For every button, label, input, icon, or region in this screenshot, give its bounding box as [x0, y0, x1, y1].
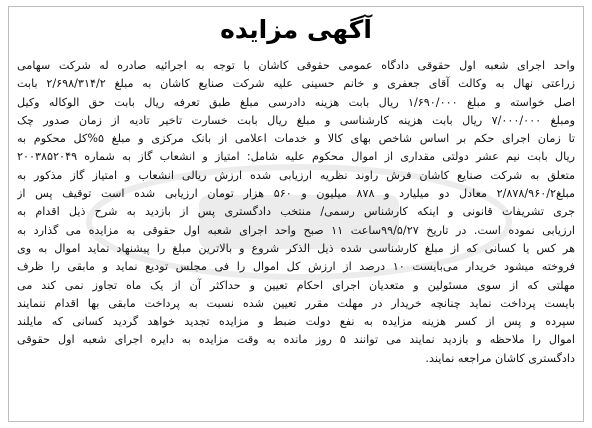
notice-line: سپرده و پس از کسر هزینه مزایده به نفع دولت ضبط و مزایده تجدید خواهد گردید کسانی که مایلند — [17, 315, 575, 329]
notice-line: زراعتی نهال به وکالت آقای جعفری و خانم حسینی علیه شرکت صنایع کاشان به مبلغ ۲/۶۹۸/۳۱۴/۲ بابت — [17, 77, 575, 91]
notice-body — [17, 57, 575, 368]
notice-line: ارزیابی نموده است. در تاریخ ۹۹/۵/۲۷ساعت ۱۱ صبح واحد اجرای شعبه اول حقوقی به مزایده می گذارد به — [17, 223, 575, 237]
notice-line: فروخته میشود خریدار می‌بایست ۱۰ درصد از ارزش کل اموال را فی مجلس تودیع نماید و مابقی را ظرف — [17, 260, 575, 274]
notice-line: واحد اجرای شعبه اول حقوقی دادگاه عمومی حقوقی کاشان با توجه به اجرائیه صادره له شرکت سهامی — [17, 59, 575, 72]
notice-line: هر کس یا کسانی که از مبلغ کارشناسی شده ذیل الذکر شروع و بالاترین مبلغ را پیشنهاد نماید اموال به وی — [17, 241, 575, 255]
notice-line: بایست پرداخت نماید چنانچه خریدار در مهلت مقرر تعیین شده نسبت به پرداخت مابقی بها اقدام ننمایند — [17, 296, 575, 310]
notice-title: آگهی مزایده — [220, 15, 372, 44]
notice-line: ومبلغ ۷/۰۰۰/۰۰۰ ریال بابت هزینه کارشناسی و مبلغ ریال بابت خسارت تاخیر تادیه از زمان صدور چک — [17, 113, 575, 127]
notice-line: دادگستری کاشان مراجعه نمایند. — [425, 351, 575, 365]
notice-line: اصل خواسته و مبلغ ۱/۶۹۰/۰۰۰ ریال بابت هزینه دادرسی مبلغ طبق تعرفه ریال بابت حق الوکاله وکیل — [17, 95, 575, 109]
notice-line: اموال را ملاحظه و بازدید نمایند می توانند ۵ روز مانده به وقت مزایده به دایره اجرای شعبه اول حقوقی — [17, 333, 575, 347]
notice-line: جری تشریفات قانونی و اینکه کارشناس رسمی/ منتخب دادگستری پس از بازدید به شرح ذیل اقدام به — [17, 205, 575, 219]
notice-line: تا زمان اجرای حکم بر اساس شاخص بهای کالا و خدمات اعلامی از بانک مرکزی و مبلغ ۵%کل محکوم به — [17, 132, 575, 146]
notice-line: ریال بابت نیم عشر دولتی مقداری از اموال محکوم علیه شامل: امتیاز و انشعاب گاز به شماره ۲۰۰۳۸۵۲۰۴۹ — [17, 150, 575, 164]
notice-line: مبلغ۲/۸۷۸/۹۶۰/۲ معادل دو میلیارد و ۸۷۸ میلیون و ۵۶۰ هزار تومان ارزیابی شده است توقیف پس از — [17, 187, 575, 201]
notice-line: مهلتی که از سوی مسئولین و متعدیان اجرای احکام تعیین و حداکثر آن از یک ماه تجاوز نمی کند می — [17, 278, 575, 292]
auction-notice — [8, 6, 584, 422]
notice-line: متعلق به شرکت صنایع کاشان فرش راوند نظریه ارزیابی شده ارزش ریالی انشعاب و امتیاز گاز مذکور به — [17, 168, 575, 182]
